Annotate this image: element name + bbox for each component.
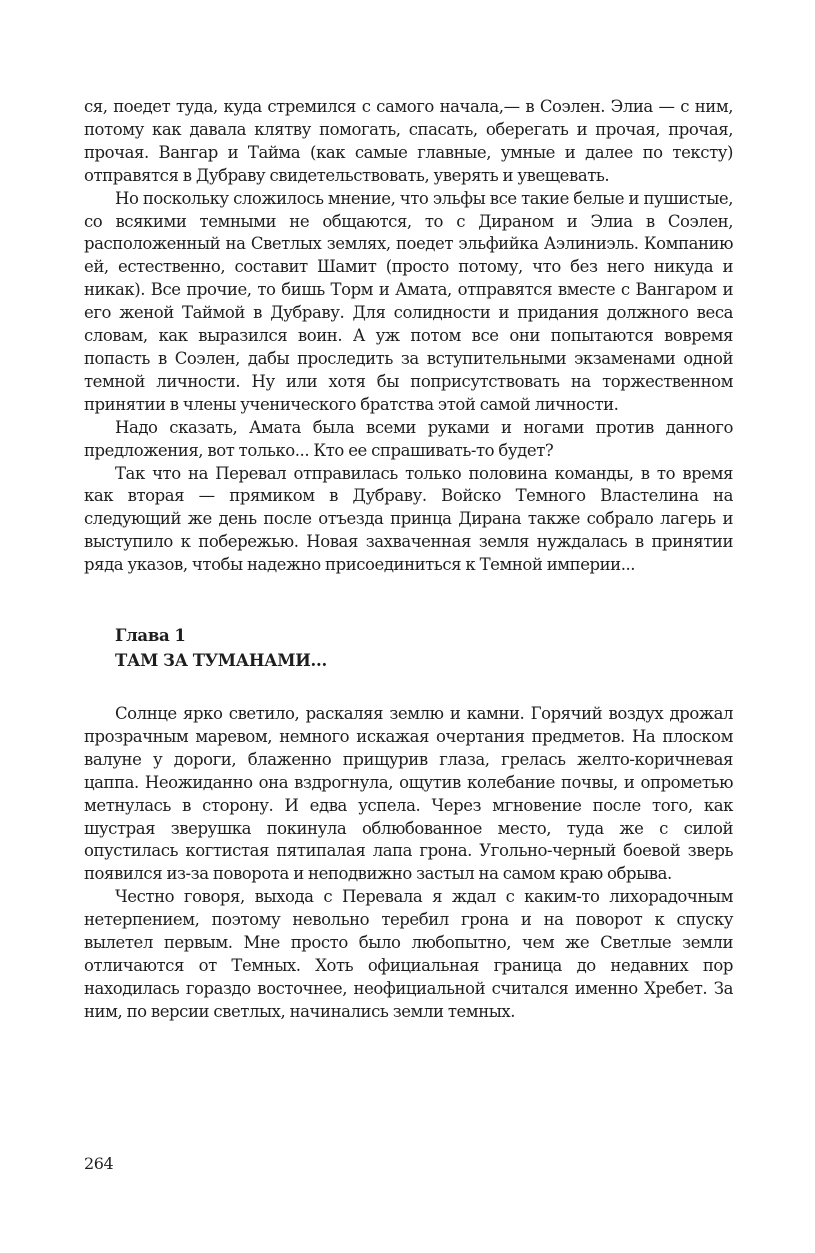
chapter-heading — [84, 623, 733, 673]
book-page — [84, 96, 733, 1024]
paragraph-intro-3: Надо сказать, Амата была всеми руками и ногами против данного предложения, вот только... Кто ее спрашивать-то будет? — [84, 417, 733, 460]
page-number: 264 — [84, 1154, 114, 1173]
paragraph-intro-2: Но поскольку сложилось мнение, что эльфы все такие белые и пушистые, со всякими темными не общаются, то с Дираном и Элиа в Соэлен, расположенный на Светлых землях, поедет эльфийка Аэлиниэль. Компанию ей, естественно, составит Шамит (просто потому, что без него никуда и никак). Все прочие, то бишь Торм и Амата, отправятся вместе с Вангаром и его женой Таймой в Дубраву. Для солидности и придания должного веса словам, как выразился воин. А уж потом все они попытаются вовремя попасть в Соэлен, дабы проследить за вступительными экзаменами одной темной личности. Ну или хотя бы поприсутствовать на торжественном принятии в члены ученического братства этой самой личности. — [84, 188, 733, 414]
paragraph-body-1: Солнце ярко светило, раскаляя землю и камни. Горячий воздух дрожал прозрачным маревом, немного искажая очертания предметов. На плоском валуне у дороги, блаженно прищурив глаза, грелась желто-коричневая цаппа. Неожиданно она вздрогнула, ощутив колебание почвы, и опрометью метнулась в сторону. И едва успела. Через мгновение после того, как шустрая зверушка покинула облюбованное место, туда же с силой опустилась когтистая пятипалая лапа грона. Угольно-черный боевой зверь появился из-за поворота и неподвижно застыл на самом краю обрыва. — [84, 704, 733, 884]
paragraph-intro-4: Так что на Перевал отправилась только половина команды, в то время как вторая — прямиком в Дубраву. Войско Темного Властелина на следующий же день после отъезда принца Дирана также собрало лагерь и выступило к побережью. Новая захваченная земля нуждалась в принятии ряда указов, чтобы надежно присоединиться к Темной империи... — [84, 463, 733, 575]
paragraph-body-2: Честно говоря, выхода с Перевала я ждал с каким-то лихорадочным нетерпением, поэтому невольно теребил грона и на поворот к спуску вылетел первым. Мне просто было любопытно, чем же Светлые земли отличаются от Темных. Хоть официальная граница до недавних пор находилась гораздо восточнее, неофициальной считался именно Хребет. За ним, по версии светлых, начинались земли темных. — [84, 887, 733, 1021]
paragraph-intro-1: ся, поедет туда, куда стремился с самого начала,— в Соэлен. Элиа — с ним, потому как давала клятву помогать, спасать, оберегать и прочая, прочая, прочая. Вангар и Тайма (как самые главные, умные и далее по тексту) отправятся в Дубраву свидетельствовать, уверять и увещевать. — [84, 97, 733, 185]
chapter-title: ТАМ ЗА ТУМАНАМИ... — [115, 651, 327, 671]
chapter-number: Глава 1 — [115, 626, 186, 646]
